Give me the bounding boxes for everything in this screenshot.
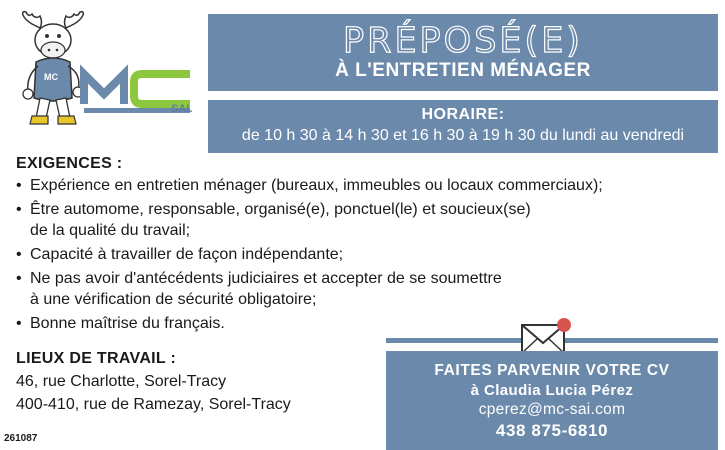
moose-mascot-icon bbox=[12, 10, 202, 135]
requirement-line: • Ne pas avoir d'antécédents judiciaires et accepter de se soumettre bbox=[30, 270, 502, 287]
requirement-line: • Être automome, responsable, organisé(e), ponctuel(le) et soucieux(se) bbox=[30, 201, 531, 218]
title-banner bbox=[208, 14, 718, 91]
mascot-badge: MC bbox=[44, 72, 58, 82]
brand-suffix: SAI. bbox=[171, 103, 193, 115]
reference-number: 261087 bbox=[4, 433, 38, 444]
schedule-banner bbox=[208, 100, 718, 153]
requirements-heading: EXIGENCES : bbox=[16, 155, 123, 172]
location-address: 46, rue Charlotte, Sorel-Tracy bbox=[16, 373, 227, 390]
contact-box bbox=[386, 351, 718, 450]
job-title: PRÉPOSÉ(E) bbox=[343, 21, 583, 61]
contact-cta: FAITES PARVENIR VOTRE CV bbox=[434, 362, 670, 379]
schedule-text: de 10 h 30 à 14 h 30 et 16 h 30 à 19 h 30 du lundi au vendredi bbox=[241, 127, 685, 144]
notification-dot bbox=[557, 318, 571, 332]
requirement-line: • Expérience en entretien ménager (bureaux, immeubles ou locaux commerciaux); bbox=[30, 177, 603, 194]
requirement-line: à une vérification de sécurité obligatoire; bbox=[30, 291, 317, 308]
requirement-line: • Bonne maîtrise du français. bbox=[30, 315, 225, 332]
contact-email-link[interactable]: cperez@mc-sai.com bbox=[478, 401, 626, 418]
company-logo bbox=[12, 10, 202, 135]
requirement-line: • Capacité à travailler de façon indépendante; bbox=[30, 246, 344, 263]
list-item bbox=[16, 268, 721, 310]
list-item bbox=[16, 175, 721, 196]
contact-name: à Claudia Lucia Pérez bbox=[470, 382, 634, 399]
list-item bbox=[16, 313, 721, 334]
job-subtitle: À L'ENTRETIEN MÉNAGER bbox=[335, 60, 591, 81]
requirement-line: de la qualité du travail; bbox=[30, 222, 191, 239]
list-item bbox=[16, 244, 721, 265]
schedule-label: HORAIRE: bbox=[421, 106, 505, 123]
contact-phone[interactable]: 438 875-6810 bbox=[495, 421, 609, 440]
list-item bbox=[16, 199, 721, 241]
requirements-list bbox=[16, 175, 721, 337]
location-address: 400-410, rue de Ramezay, Sorel-Tracy bbox=[16, 396, 291, 413]
locations-heading: LIEUX DE TRAVAIL : bbox=[16, 350, 177, 367]
